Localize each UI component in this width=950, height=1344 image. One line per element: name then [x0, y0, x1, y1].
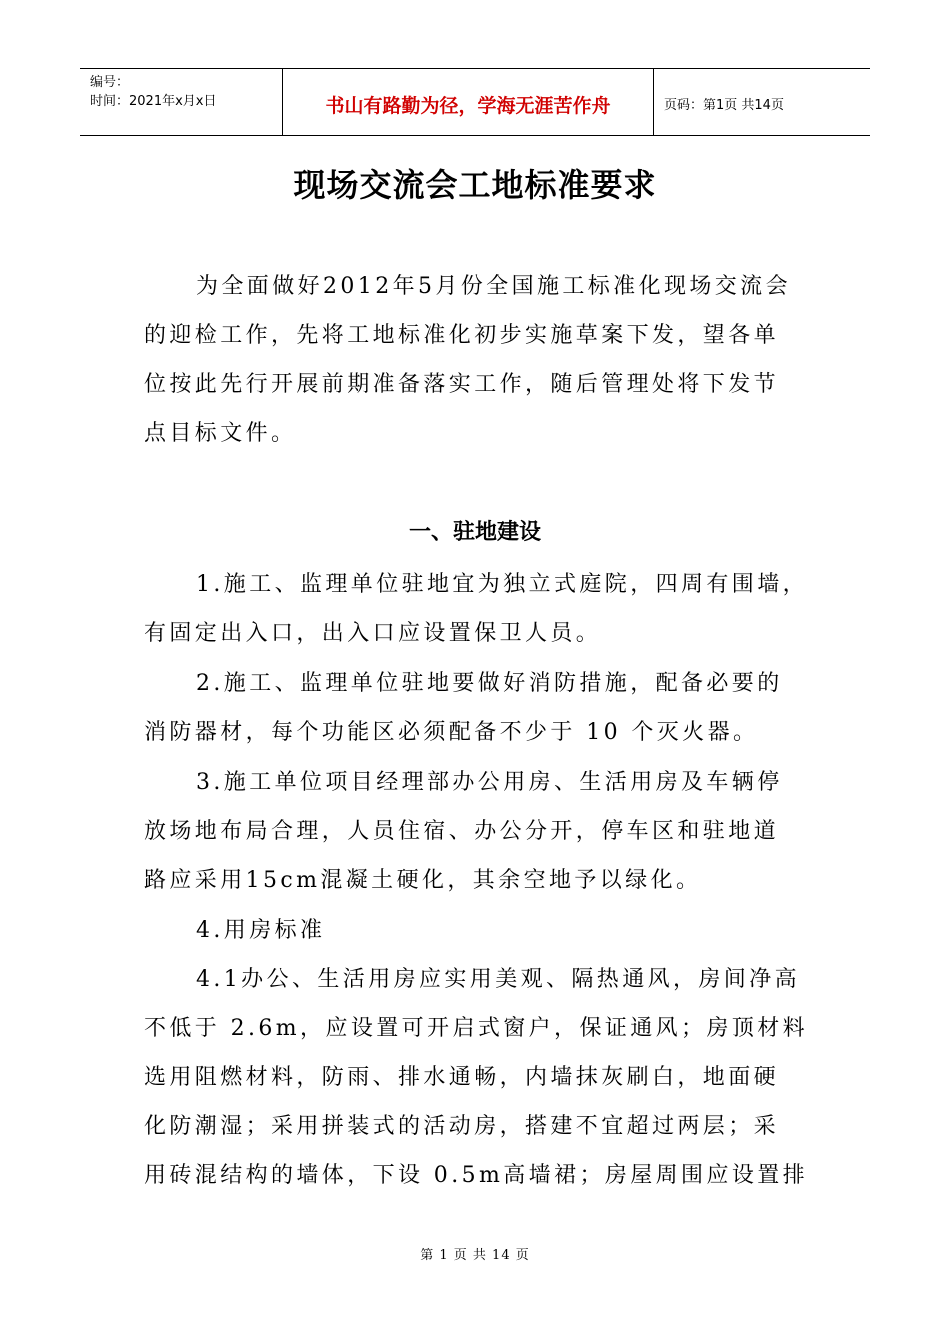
paragraph-item-2: 2.施工、监理单位驻地要做好消防措施，配备必要的 消防器材，每个功能区必须配备不少于 10 个灭火器。 — [144, 671, 783, 745]
header-page-info: 页码：第1页 共14页 — [664, 97, 784, 113]
header-meta-cell — [80, 69, 282, 135]
paragraph-item-4: 4.用房标准 — [196, 918, 326, 943]
section-heading: 一、驻地建设 — [408, 520, 541, 545]
intro-paragraph: 为全面做好2012年5月份全国施工标准化现场交流会 的迎检工作，先将工地标准化初步实施草案下发，望各单 位按此先行开展前期准备落实工作，随后管理处将下发节 点目标文件。 — [144, 274, 791, 446]
document-title: 现场交流会工地标准要求 — [293, 166, 657, 204]
header-page-cell — [654, 69, 870, 135]
document-date-label: 时间：2021年x月x日 — [90, 94, 217, 109]
document-number-label: 编号： — [90, 75, 130, 90]
paragraph-item-3: 3.施工单位项目经理部办公用房、生活用房及车辆停 放场地布局合理，人员住宿、办公分开，停车区和驻地道 路应采用15cm混凝土硬化，其余空地予以绿化。 — [144, 770, 783, 893]
paragraph-item-1: 1.施工、监理单位驻地宜为独立式庭院，四周有围墙， 有固定出入口，出入口应设置保卫人员。 — [144, 572, 808, 646]
page-footer: 第 1 页 共 14 页 — [420, 1248, 530, 1263]
paragraph-item-4-1: 4.1办公、生活用房应实用美观、隔热通风，房间净高 不低于 2.6m，应设置可开启式窗户，保证通风；房顶材料 选用阻燃材料，防雨、排水通畅，内墙抹灰刷白，地面硬 化防潮湿；采用拼装式的活动房，搭建不宜超过两层；采 用砖混结构的墙体，下设 0.5m高墙裙；房屋周围应设置排 — [144, 967, 809, 1188]
header-motto: 书山有路勤为径，学海无涯苦作舟 — [325, 94, 611, 117]
header-motto-cell — [282, 69, 654, 135]
header-table — [80, 68, 870, 136]
